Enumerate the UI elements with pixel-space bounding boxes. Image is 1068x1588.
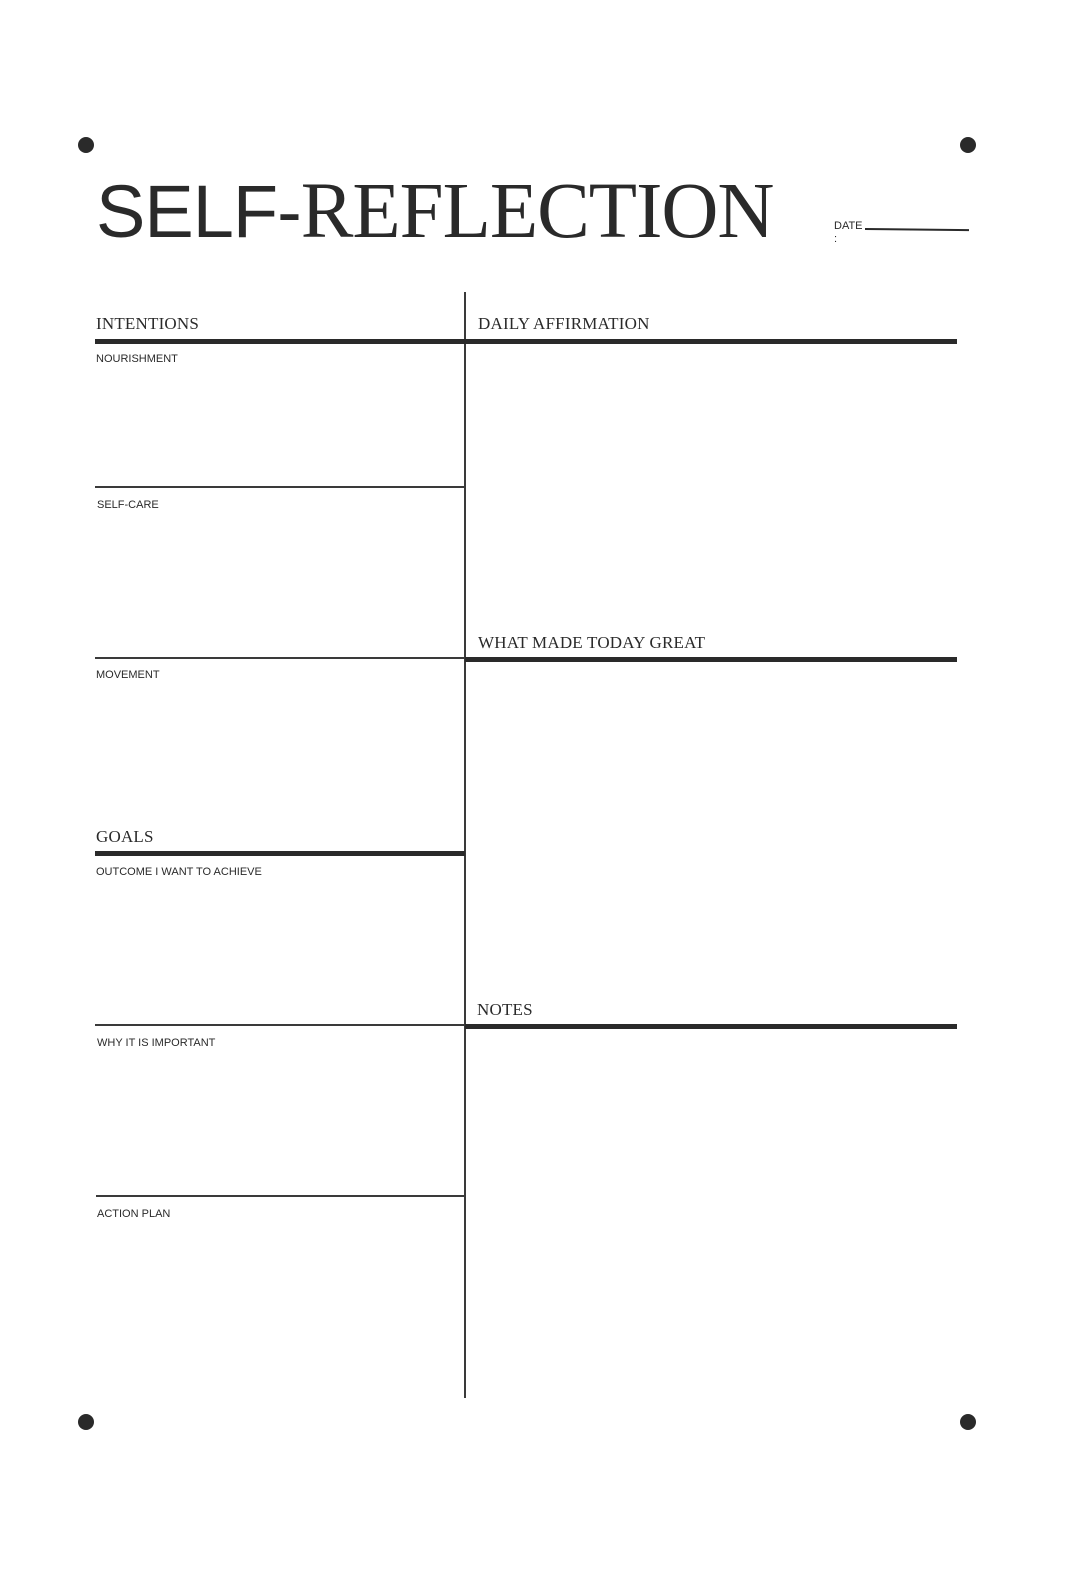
daily-affirmation-area[interactable] — [468, 346, 956, 626]
action-plan-label: ACTION PLAN — [97, 1208, 171, 1220]
notes-rule — [465, 1024, 957, 1029]
what-made-today-great-heading: WHAT MADE TODAY GREAT — [478, 633, 706, 652]
nourishment-label: NOURISHMENT — [96, 353, 178, 365]
date-colon: : — [834, 233, 838, 245]
goals-rule — [95, 851, 465, 856]
self-care-divider — [95, 657, 465, 659]
what-made-today-great-area[interactable] — [468, 664, 956, 994]
page-title — [96, 162, 773, 262]
notes-area[interactable] — [468, 1031, 956, 1395]
outcome-label: OUTCOME I WANT TO ACHIEVE — [96, 866, 262, 878]
outcome-divider — [95, 1024, 465, 1026]
movement-area[interactable] — [95, 686, 463, 822]
corner-dot-bottom-right — [960, 1414, 976, 1430]
nourishment-divider — [95, 486, 465, 488]
corner-dot-top-right — [960, 137, 976, 153]
date-underline — [865, 228, 969, 231]
action-plan-area[interactable] — [95, 1225, 463, 1395]
why-important-divider — [96, 1195, 465, 1197]
why-important-area[interactable] — [95, 1054, 463, 1192]
self-care-area[interactable] — [95, 516, 463, 654]
corner-dot-top-left — [78, 137, 94, 153]
page-title-part2: REFLECTION — [300, 168, 774, 255]
date-label: DATE — [834, 220, 863, 232]
page-title-part1: SELF- — [96, 170, 301, 253]
self-care-label: SELF-CARE — [97, 499, 159, 511]
outcome-area[interactable] — [95, 883, 463, 1021]
goals-heading: GOALS — [96, 827, 154, 846]
date-field[interactable] — [834, 220, 863, 246]
daily-affirmation-rule — [465, 339, 957, 344]
what-made-today-great-rule — [465, 657, 957, 662]
why-important-label: WHY IT IS IMPORTANT — [97, 1037, 216, 1049]
notes-heading: NOTES — [477, 1000, 533, 1019]
nourishment-area[interactable] — [95, 370, 463, 484]
column-divider — [464, 292, 466, 1398]
daily-affirmation-heading: DAILY AFFIRMATION — [478, 314, 650, 333]
intentions-rule — [95, 339, 465, 344]
corner-dot-bottom-left — [78, 1414, 94, 1430]
intentions-heading: INTENTIONS — [96, 314, 200, 333]
movement-label: MOVEMENT — [96, 669, 160, 681]
